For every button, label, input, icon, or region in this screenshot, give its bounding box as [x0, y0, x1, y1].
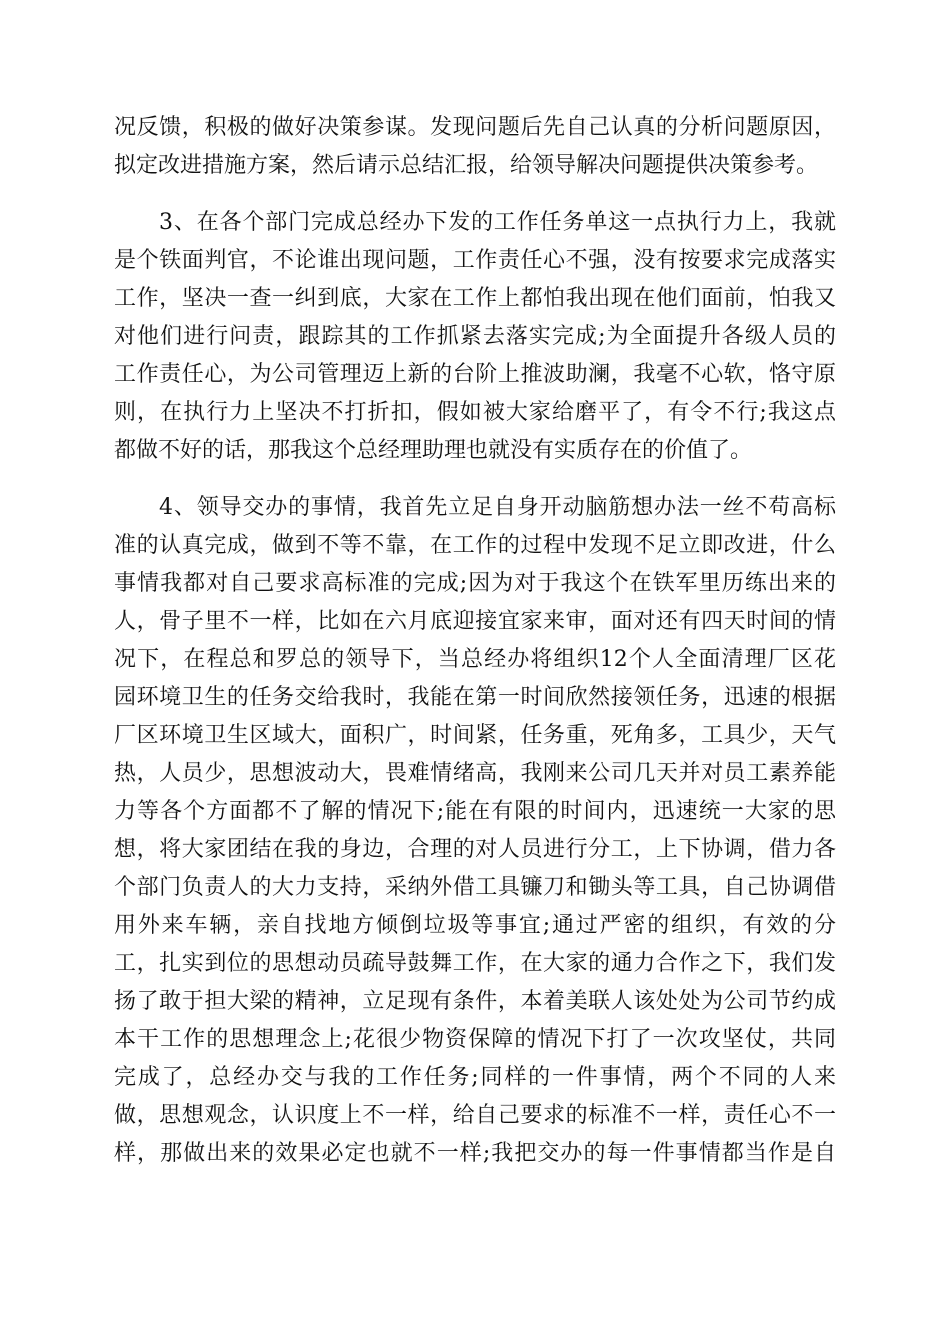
paragraph-3-line-3: 事情我都对自己要求高标准的完成;因为对于我这个在铁军里历练出来的 — [114, 571, 836, 596]
paragraph-2-line-7: 都做不好的话，那我这个总经理助理也就没有实质存在的价值了。 — [114, 438, 753, 463]
paragraph-3-line-6: 园环境卫生的任务交给我时，我能在第一时间欣然接领任务，迅速的根据 — [114, 685, 836, 710]
paragraph-3-line-16: 完成了，总经办交与我的工作任务;同样的一件事情，两个不同的人来 — [114, 1065, 836, 1090]
paragraph-3-line-15: 本干工作的思想理念上;花很少物资保障的情况下打了一次攻坚仗，共同 — [114, 1027, 836, 1052]
paragraph-3-line-4: 人，骨子里不一样，比如在六月底迎接宜家来审，面对还有四天时间的情 — [114, 609, 836, 634]
paragraph-3-line-18: 样，那做出来的效果必定也就不一样;我把交办的每一件事情都当作是自 — [114, 1141, 836, 1166]
paragraph-3-line-17: 做，思想观念，认识度上不一样，给自己要求的标准不一样，责任心不一 — [114, 1103, 836, 1128]
paragraph-2-line-4: 对他们进行问责，跟踪其的工作抓紧去落实完成;为全面提升各级人员的 — [114, 324, 836, 349]
paragraph-3-line-1: 4、领导交办的事情，我首先立足自身开动脑筋想办法一丝不苟高标 — [159, 495, 836, 520]
paragraph-2-line-3: 工作，坚决一查一纠到底，大家在工作上都怕我出现在他们面前，怕我又 — [114, 286, 836, 311]
paragraph-2-line-2: 是个铁面判官，不论谁出现问题，工作责任心不强，没有按要求完成落实 — [114, 248, 836, 273]
paragraph-3-line-9: 力等各个方面都不了解的情况下;能在有限的时间内，迅速统一大家的思 — [114, 799, 836, 824]
paragraph-2-line-5: 工作责任心，为公司管理迈上新的台阶上推波助澜，我毫不心软，恪守原 — [114, 362, 836, 387]
paragraph-1-line-2: 拟定改进措施方案，然后请示总结汇报，给领导解决问题提供决策参考。 — [114, 153, 819, 178]
paragraph-3-line-10: 想，将大家团结在我的身边，合理的对人员进行分工，上下协调，借力各 — [114, 837, 836, 862]
paragraph-3-line-12: 用外来车辆，亲自找地方倾倒垃圾等事宜;通过严密的组织，有效的分 — [114, 913, 836, 938]
paragraph-2-line-1: 3、在各个部门完成总经办下发的工作任务单这一点执行力上，我就 — [159, 210, 836, 235]
paragraph-3-line-7: 厂区环境卫生区域大，面积广，时间紧，任务重，死角多，工具少，天气 — [114, 723, 836, 748]
paragraph-3-line-11: 个部门负责人的大力支持，采纳外借工具镰刀和锄头等工具，自己协调借 — [114, 875, 836, 900]
paragraph-1-line-1: 况反馈，积极的做好决策参谋。发现问题后先自己认真的分析问题原因， — [114, 115, 836, 140]
paragraph-3-line-14: 扬了敢于担大梁的精神，立足现有条件，本着美联人该处处为公司节约成 — [114, 989, 836, 1014]
paragraph-3-line-8: 热，人员少，思想波动大，畏难情绪高，我刚来公司几天并对员工素养能 — [114, 761, 836, 786]
paragraph-3-line-5: 况下，在程总和罗总的领导下，当总经办将组织12个人全面清理厂区花 — [114, 647, 836, 672]
paragraph-2-line-6: 则，在执行力上坚决不打折扣，假如被大家给磨平了，有令不行;我这点 — [114, 400, 836, 425]
paragraph-3-line-2: 准的认真完成，做到不等不靠，在工作的过程中发现不足立即改进，什么 — [114, 533, 836, 558]
paragraph-3-line-13: 工，扎实到位的思想动员疏导鼓舞工作，在大家的通力合作之下，我们发 — [114, 951, 836, 976]
